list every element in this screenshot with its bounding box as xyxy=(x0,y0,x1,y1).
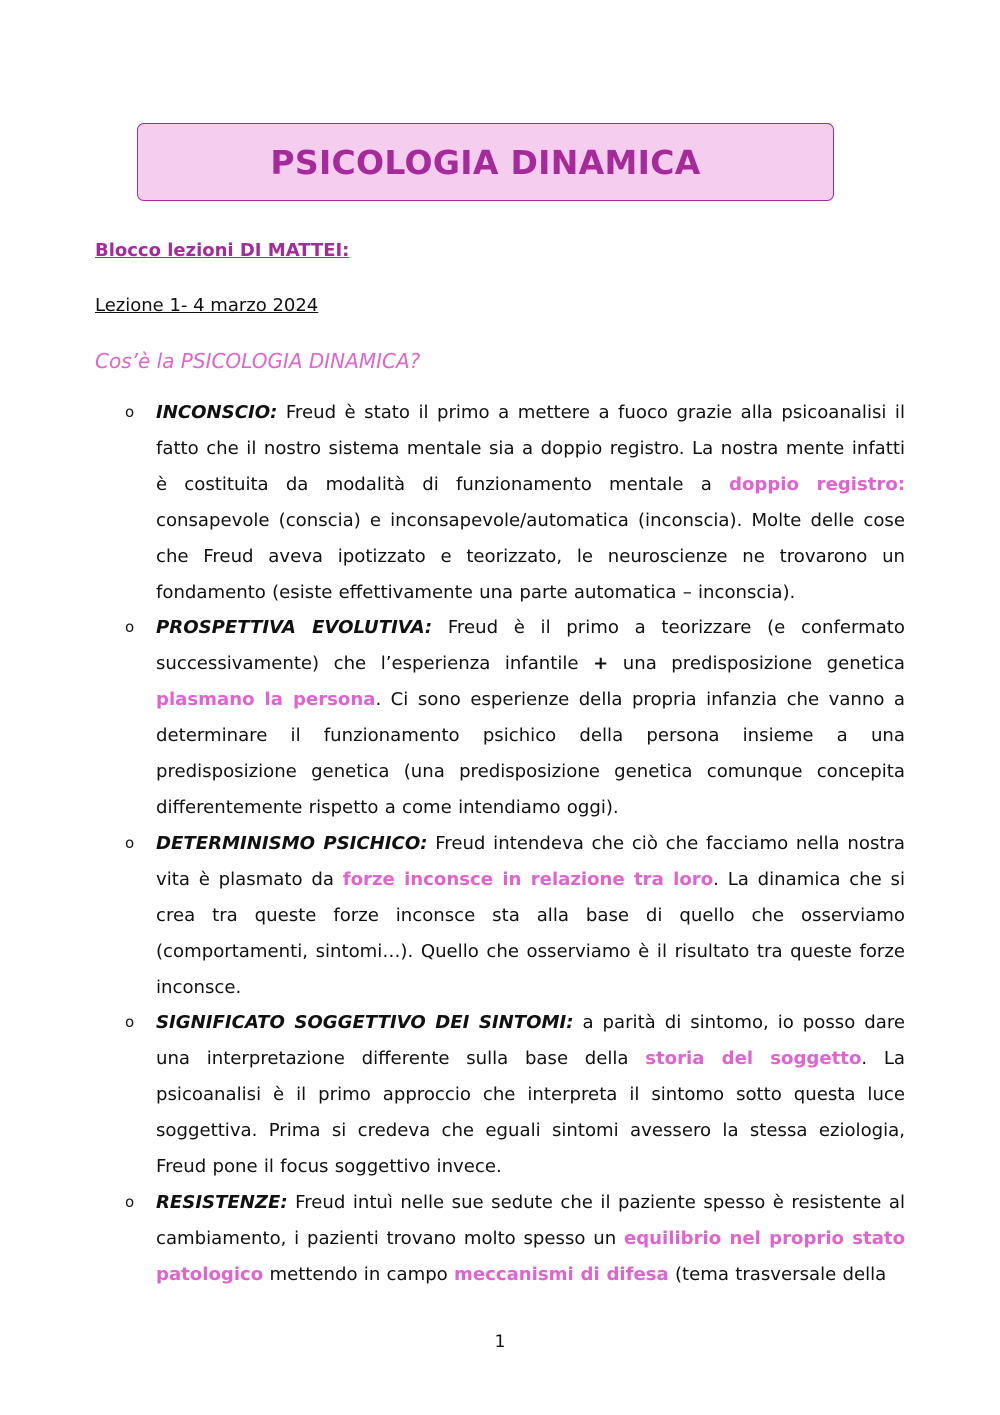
list-item-significato-soggettivo xyxy=(125,1005,906,1185)
bullet-marker: o xyxy=(125,618,135,637)
highlight: forze inconsce in relazione tra loro xyxy=(342,868,714,890)
term: INCONSCIO: xyxy=(156,402,278,423)
page-number: 1 xyxy=(494,1332,506,1352)
text: Freud è il primo a teorizzare (e confermato successivamente) che l’esperienza infantile xyxy=(156,617,905,675)
bullet-marker: o xyxy=(125,1192,135,1211)
text: Freud è stato il primo a mettere a fuoco grazie alla psicoanalisi il fatto che il nostro sistema mentale sia a doppio registro. La nostra mente infatti è costituita da modalità di funzionamento mentale a xyxy=(156,402,905,495)
text: mettendo in campo xyxy=(263,1263,455,1285)
term: SIGNIFICATO SOGGETTIVO DEI SINTOMI: xyxy=(156,1012,574,1034)
highlight: plasmano la persona xyxy=(156,689,376,711)
text: . La dinamica che si crea tra queste forze inconsce sta alla base di quello che osserviamo (comportamenti, sintomi…). Quello che osserviamo è il risultato tra queste forze inconsce. xyxy=(156,868,906,998)
text: Freud intendeva che ciò che facciamo nella nostra vita è plasmato da xyxy=(156,832,905,890)
text: (tema trasversale della xyxy=(668,1263,887,1285)
list-item-determinismo-psichico xyxy=(125,826,906,1006)
text: Freud intuì nelle sue sedute che il paziente spesso è resistente al cambiamento, i pazienti trovano molto spesso un xyxy=(156,1191,905,1249)
bullet-marker: o xyxy=(125,833,135,852)
term: PROSPETTIVA EVOLUTIVA: xyxy=(156,617,433,639)
list-item-inconscio xyxy=(125,395,906,610)
bullet-list xyxy=(125,395,906,1293)
section-heading: Blocco lezioni DI MATTEI: xyxy=(95,240,350,261)
highlight: meccanismi di difesa xyxy=(454,1263,669,1285)
highlight: storia del soggetto xyxy=(645,1048,862,1070)
question-heading: Cos’è la PSICOLOGIA DINAMICA? xyxy=(95,349,421,373)
text: a parità di sintomo, io posso dare una interpretazione differente sulla base della xyxy=(156,1012,906,1070)
list-item-resistenze xyxy=(125,1185,905,1293)
term: DETERMINISMO PSICHICO: xyxy=(156,832,428,854)
highlight: equilibrio nel proprio stato patologico xyxy=(156,1227,905,1285)
bullet-marker: o xyxy=(125,1013,135,1032)
text: . Ci sono esperienze della propria infanzia che vanno a determinare il funzionamento psichico della persona insieme a una predisposizione genetica (una predisposizione genetica comunque concepita differentemente rispetto a come intendiamo oggi). xyxy=(156,689,905,818)
text: . La psicoanalisi è il primo approccio che interpreta il sintomo sotto questa luce soggettiva. Prima si credeva che eguali sintomi avessero la stessa eziologia, Freud pone il focus soggettivo invece. xyxy=(156,1048,905,1178)
list-item-prospettiva-evolutiva xyxy=(125,610,906,825)
lesson-date: Lezione 1- 4 marzo 2024 xyxy=(95,295,319,316)
plus-sign: + xyxy=(593,653,609,675)
page-title: PSICOLOGIA DINAMICA xyxy=(270,142,701,182)
highlight: doppio registro: xyxy=(729,473,906,495)
text: consapevole (conscia) e inconsapevole/automatica (inconscia). Molte delle cose che Freud aveva ipotizzato e teorizzato, le neuroscienze ne trovarono un fondamento (esiste effettivamente una parte automatica – inconscia). xyxy=(156,509,905,603)
bullet-marker: o xyxy=(125,403,135,421)
title-box xyxy=(137,123,834,201)
term: RESISTENZE: xyxy=(156,1191,288,1213)
text: una predisposizione genetica xyxy=(608,653,906,675)
